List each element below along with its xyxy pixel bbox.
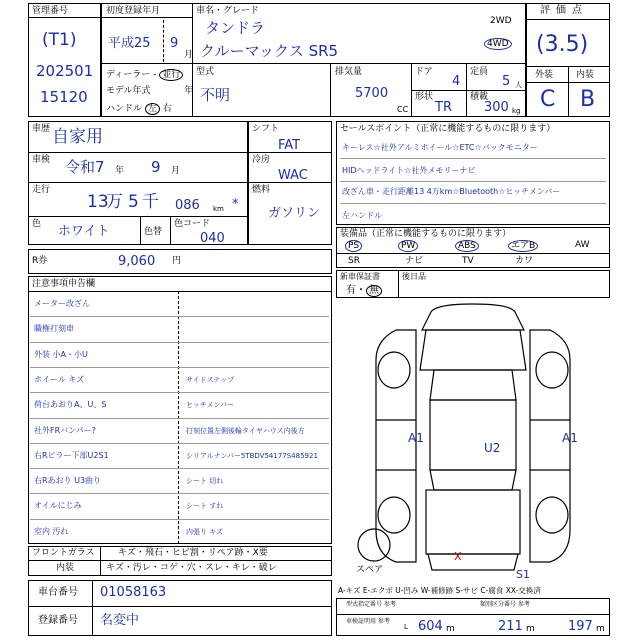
- mileage-man-unit: 万: [106, 192, 123, 212]
- mark-a1-left: A1: [408, 431, 424, 445]
- notes-rule: [30, 316, 329, 317]
- manual-values: [346, 285, 382, 297]
- manual-col: [398, 270, 399, 298]
- truck-outline: [358, 304, 570, 570]
- capacity-label: 定員: [470, 67, 489, 77]
- front-bumper: [422, 304, 524, 330]
- dims-w-unit: m: [526, 624, 535, 634]
- prior-label: 後日品: [402, 272, 426, 281]
- notes-left-item: 右Rピラー下部U2S1: [34, 450, 109, 460]
- manual-sep: ・: [356, 285, 366, 296]
- equip-pw: [398, 240, 418, 252]
- right-front-wheel: [536, 352, 568, 388]
- doors-label: ドア: [415, 67, 433, 77]
- handle-label: [106, 103, 172, 115]
- displacement-unit: CC: [397, 105, 409, 114]
- reg-year-label: 初度登録年月: [106, 6, 161, 16]
- dims-length: 604: [418, 619, 443, 634]
- name-line1: タンドラ: [205, 19, 266, 37]
- type-value: 不明: [200, 86, 231, 104]
- shape-divider: [411, 90, 526, 91]
- cab-roof: [430, 400, 516, 470]
- manual-label: 新車保証書: [340, 272, 380, 281]
- glass-label: フロントガラス: [32, 548, 95, 558]
- score-divider3: [526, 82, 610, 83]
- model-year-label: モデル年式: [106, 86, 151, 96]
- notes-left-item: 荷台あおりA、U、S: [34, 400, 107, 410]
- drive-4wd: [484, 38, 512, 50]
- mark-x: X: [454, 550, 462, 563]
- reg-col-line: [192, 3, 193, 63]
- legend-text: A-キズ E-エクボ U-凹み W-補修跡 S-サビ C-腐食 XX-交換済: [338, 586, 541, 595]
- spec-div2: [248, 182, 332, 183]
- doors-value: 4: [452, 74, 461, 89]
- type-col-line: [330, 63, 331, 117]
- inspection-month-unit: 月: [171, 166, 181, 176]
- notes-left-item: 外装 小A・小U: [34, 349, 88, 359]
- equip-aw: AW: [575, 240, 590, 250]
- int-value: B: [580, 87, 596, 112]
- row2-divider: [101, 63, 526, 64]
- left-front-wheel: [378, 352, 410, 388]
- equip-pw-circled: PW: [398, 240, 418, 252]
- hist-div3: [28, 216, 248, 217]
- truck-bed: [426, 490, 520, 554]
- handle-right: 右: [162, 104, 172, 114]
- score-label: 評価点: [540, 5, 588, 16]
- windshield: [430, 370, 516, 400]
- notes-right-item: 打刻位置左側後輪タイヤハウス内後方: [186, 426, 305, 435]
- mgmt-num1: 202501: [36, 62, 94, 80]
- name-label: 車名・グレード: [196, 6, 260, 16]
- mileage-star: *: [232, 197, 239, 212]
- equipment-label: 装備品（正常に機能するものに限ります）: [340, 229, 512, 239]
- equip-abs-circled: ABS: [455, 240, 479, 252]
- color-col1: [140, 216, 141, 245]
- hist-div1: [28, 152, 248, 153]
- mark-s1: S1: [516, 568, 530, 580]
- glass-col: [100, 546, 101, 576]
- mgmt-label: 管理番号: [32, 6, 69, 16]
- usage-value: 自家用: [52, 127, 103, 147]
- manual-yes: 有: [346, 285, 356, 296]
- sales-rule2: [340, 181, 606, 182]
- mileage-man: 13: [87, 192, 109, 212]
- color-col2: [170, 216, 171, 245]
- notes-left-item: 右Rあおり U3曲り: [34, 476, 102, 486]
- equip-leather: カワ: [515, 256, 534, 266]
- glass-rule: [28, 560, 332, 561]
- mgmt-t1: (T1): [42, 30, 77, 50]
- equip-sr: SR: [348, 256, 360, 266]
- dims-cert-label2: 車検証明用 参考: [346, 618, 390, 625]
- reg-year-month-unit: 月: [184, 50, 194, 60]
- score-value: (3.5): [536, 32, 589, 57]
- handle-left: 左: [145, 103, 160, 115]
- color-code: 040: [200, 231, 225, 246]
- notes-rule: [30, 392, 329, 393]
- spare-tire: [358, 529, 390, 561]
- score-divider: [526, 19, 610, 20]
- recycle-value: 9,060: [118, 254, 156, 269]
- info-box: [101, 3, 526, 117]
- dealer-circled: 並行: [159, 69, 183, 81]
- equip-airbag: [508, 240, 538, 252]
- load-label: 積載: [470, 92, 489, 102]
- notes-left-item: メーター改ざん: [34, 299, 90, 308]
- load-unit: kg: [512, 107, 521, 115]
- notes-left-item: ホイール キズ: [34, 374, 85, 384]
- notes-left-item: 室内 汚れ: [34, 526, 69, 536]
- reg-year-month: 9: [170, 36, 179, 51]
- notes-rule: [30, 443, 329, 444]
- capacity-value: 5: [502, 74, 511, 89]
- recycle-unit: 円: [172, 256, 182, 266]
- dims-width: 211: [498, 619, 523, 634]
- notes-left-item: オイルにじみ: [34, 501, 82, 511]
- dealer-text: ディーラー: [106, 70, 151, 80]
- type-label: 型式: [196, 67, 215, 77]
- notes-right-item: ヒッチメンバー: [186, 401, 235, 410]
- fuel-label: 燃料: [252, 185, 271, 195]
- mileage-sen: 5: [128, 192, 139, 212]
- dealer-col-line: [192, 63, 193, 117]
- ac-label: 冷房: [252, 155, 271, 165]
- equip-airbag-circled: エアB: [508, 240, 538, 252]
- sales-rule1: [340, 158, 606, 159]
- shift-value: FAT: [278, 138, 301, 153]
- inspection-label: 車検: [32, 155, 51, 165]
- doors-col-line: [466, 63, 467, 90]
- score-col-line: [568, 66, 569, 117]
- reg-year-divider: [101, 17, 192, 18]
- shape-col-line: [466, 90, 467, 117]
- shift-label: シフト: [252, 124, 280, 134]
- notes-rule: [30, 342, 329, 343]
- sales-line-2: HIDヘッドライト☆社外メモリーナビ: [342, 166, 476, 175]
- vehicle-diagram: [336, 300, 610, 580]
- capacity-unit: 人: [515, 81, 522, 89]
- notes-right-item: シート 切れ: [186, 477, 224, 486]
- mgmt-divider: [28, 17, 101, 18]
- name-line2: クルーマックス SR5: [200, 42, 339, 60]
- inspection-month: 9: [151, 158, 161, 176]
- dims-height: 197: [568, 619, 593, 634]
- notes-rule: [30, 493, 329, 494]
- notes-left-item: 職権打刻車: [34, 324, 74, 334]
- equip-tv: TV: [462, 256, 474, 266]
- notes-rule: [30, 418, 329, 419]
- inspection-year-unit: 年: [115, 166, 125, 176]
- glass-text: キズ・飛石・ヒビ割・リペア跡・X要: [118, 548, 268, 558]
- frame-value: 01058163: [100, 585, 167, 600]
- ac-value: WAC: [278, 168, 308, 183]
- load-value: 300: [484, 100, 509, 115]
- equip-ps-circled: PS: [345, 240, 362, 252]
- displacement-value: 5700: [355, 86, 389, 101]
- sales-rule3: [340, 203, 606, 204]
- reg-year-era: 平成25: [108, 36, 151, 51]
- shape-value: TR: [435, 100, 452, 115]
- mileage-unit: km: [213, 205, 224, 213]
- notes-left-item: 社外FRバンパー?: [34, 425, 96, 435]
- notes-rule: [30, 468, 329, 469]
- notes-rule: [30, 367, 329, 368]
- dims-h-unit: m: [596, 624, 605, 634]
- ext-label: 外装: [535, 70, 554, 80]
- color-value: ホワイト: [58, 224, 110, 239]
- color-label: 色: [32, 219, 42, 229]
- notes-head-rule: [28, 291, 332, 292]
- rear-bumper: [428, 554, 518, 570]
- notes-right-item: 内張り キズ: [186, 527, 224, 536]
- notes-label: 注意事項申告欄: [32, 279, 96, 289]
- handle-text: ハンドル: [106, 104, 143, 114]
- dims-class-label: 類別区分番号 参考: [480, 601, 530, 608]
- equip-navi: ナビ: [405, 256, 424, 266]
- dims-rule: [336, 614, 610, 615]
- inspection-era: 令和7: [65, 158, 105, 176]
- left-rear-wheel: [378, 497, 410, 533]
- reg-num-label: 登録番号: [38, 615, 78, 626]
- right-rear-wheel: [536, 497, 568, 533]
- dims-cert-label: 型式指定番号 参考: [346, 601, 396, 608]
- frame-label: 車台番号: [38, 587, 78, 598]
- equip-abs: [455, 240, 479, 252]
- reg-year-dash: [163, 20, 164, 62]
- dealer-label: ディーラー - 並行: [106, 69, 183, 81]
- color-code-label: 色コード: [174, 219, 211, 229]
- shape-label: 形状: [415, 92, 434, 102]
- fuel-value: ガソリン: [268, 206, 321, 221]
- sales-line-1: キーレス☆社外アルミホイール☆ETC☆バックモニター: [342, 143, 538, 152]
- interior-label: 内装: [56, 563, 75, 573]
- sales-label: セールスポイント（正常に機能するものに限ります）: [340, 124, 556, 134]
- displacement-label: 排気量: [335, 67, 363, 77]
- mileage-label: 走行: [32, 185, 51, 195]
- color-replace-label: 色替: [144, 227, 163, 237]
- sales-line-3: 改ざん車・走行距離13 4万km☆Bluetooth☆ヒッチメンバー: [342, 187, 561, 196]
- model-year-unit: 年: [184, 86, 194, 96]
- ext-value: C: [540, 87, 556, 112]
- spec-div1: [248, 152, 332, 153]
- notes-right-item: シリアルナンバー5TBDV54177S485921: [186, 451, 318, 460]
- usage-label: 車歴: [32, 124, 51, 134]
- sales-line-4: 左ハンドル: [342, 211, 382, 220]
- recycle-label: R券: [32, 256, 48, 266]
- rear-window: [430, 470, 516, 490]
- notes-rule: [30, 519, 329, 520]
- reg-num-value: 名変中: [100, 613, 140, 628]
- notes-right-item: サイドステップ: [186, 375, 235, 384]
- drive-4wd-circled: 4WD: [484, 38, 512, 50]
- mark-u2: U2: [484, 441, 501, 455]
- equip-rule: [336, 253, 610, 254]
- dims-len-unit: m: [446, 624, 455, 634]
- mgmt-num2: 15120: [40, 88, 88, 106]
- manual-no: 無: [366, 285, 382, 297]
- spare-label: スペア: [356, 565, 384, 575]
- dims-l-label: L: [404, 623, 408, 631]
- mileage-tail: 086: [175, 198, 200, 213]
- frame-col: [92, 580, 93, 636]
- hood: [420, 330, 526, 370]
- interior-text: キズ・汚レ・コゲ・穴・スレ・キレ・破レ: [106, 563, 277, 573]
- hist-div2: [28, 182, 248, 183]
- int-label: 内装: [576, 70, 595, 80]
- mark-a1-right: A1: [562, 431, 578, 445]
- equip-ps: [345, 240, 362, 252]
- mileage-sen-unit: 千: [142, 192, 159, 212]
- notes-right-item: シート すれ: [186, 502, 224, 511]
- drive-2wd: 2WD: [490, 16, 512, 26]
- frame-rule: [28, 606, 332, 607]
